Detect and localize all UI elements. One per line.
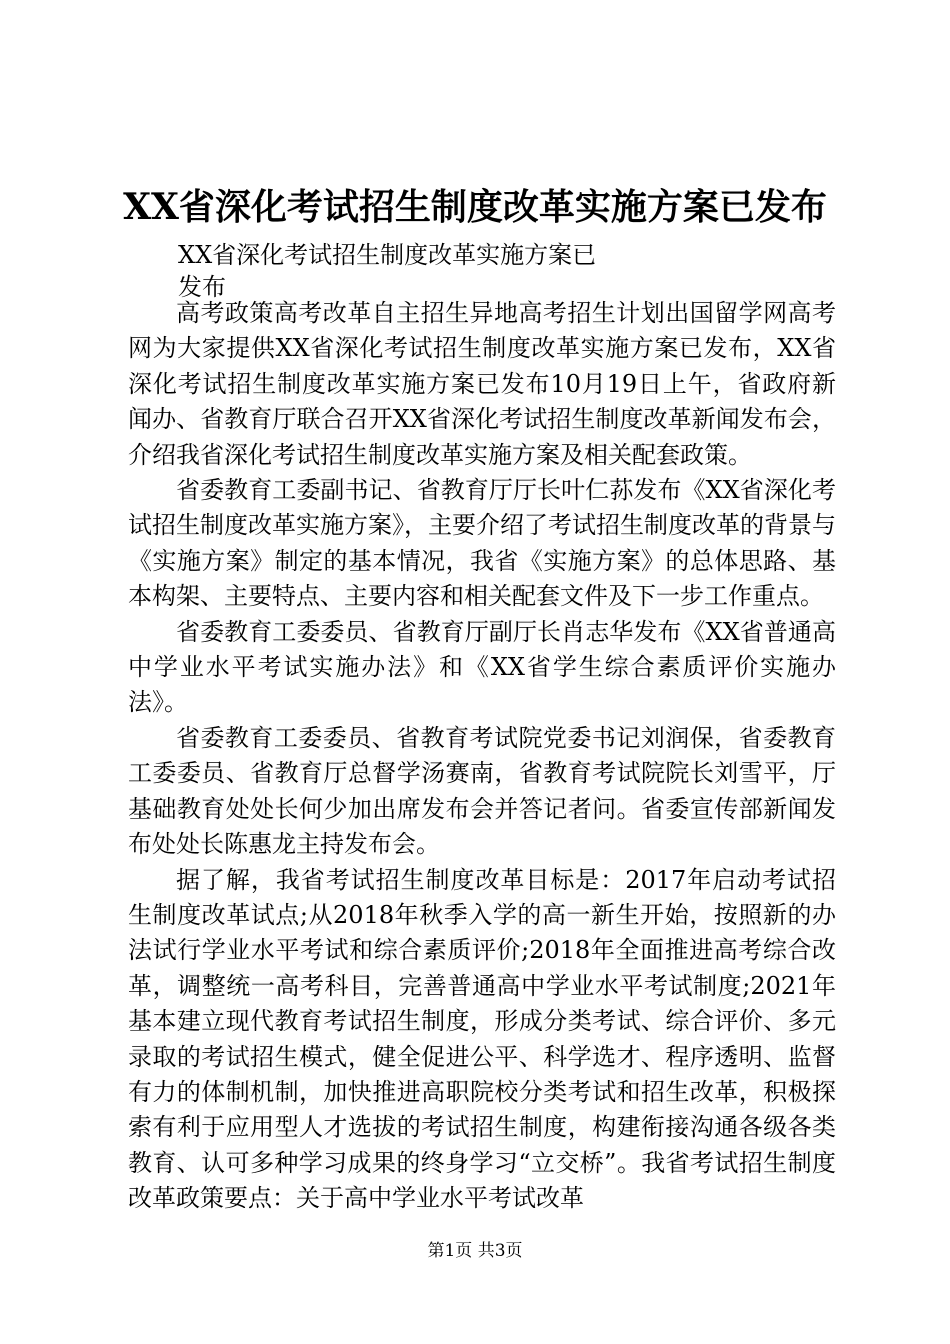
subtitle-line-2: 发布 [178, 273, 226, 301]
paragraph: 据了解，我省考试招生制度改革目标是：2017年启动考试招生制度改革试点;从2018年秋季入学的高一新生开始，按照新的办法试行学业水平考试和综合素质评价;2018年全面推进高考综合改革，调整统一高考科目，完善普通高中学业水平考试制度;2021年基本建立现代教育考试招生制度，形成分类考试、综合评价、多元录取的考试招生模式，健全促进公平、科学选才、程序透明、监督有力的体制机制，加快推进高职院校分类考试和招生改革，积极探索有利于应用型人才选拔的考试招生制度，构建衔接沟通各级各类教育、认可多种学习成果的终身学习“立交桥”。我省考试招生制度改革政策要点：关于高中学业水平考试改革 [128, 865, 836, 1213]
paragraph: 省委教育工委委员、省教育厅副厅长肖志华发布《XX省普通高中学业水平考试实施办法》和《XX省学生综合素质评价实施办法》。 [128, 617, 836, 717]
paragraph: 省委教育工委副书记、省教育厅厅长叶仁荪发布《XX省深化考试招生制度改革实施方案》，主要介绍了考试招生制度改革的背景与《实施方案》制定的基本情况，我省《实施方案》的总体思路、基本构架、主要特点、主要内容和相关配套文件及下一步工作重点。 [128, 476, 836, 611]
document-body [128, 296, 836, 1217]
document-title: XX省深化考试招生制度改革实施方案已发布 [123, 186, 827, 228]
paragraph: 高考政策高考改革自主招生异地高考招生计划出国留学网高考网为大家提供XX省深化考试招生制度改革实施方案已发布，XX省深化考试招生制度改革实施方案已发布10月19日上午，省政府新闻办、省教育厅联合召开XX省深化考试招生制度改革新闻发布会，介绍我省深化考试招生制度改革实施方案及相关配套政策。 [128, 299, 836, 469]
page-number-footer: 第1页 共3页 [427, 1241, 523, 1261]
paragraph: 省委教育工委委员、省教育考试院党委书记刘润保，省委教育工委委员、省教育厅总督学汤赛南，省教育考试院院长刘雪平，厅基础教育处处长何少加出席发布会并答记者问。省委宣传部新闻发布处处长陈惠龙主持发布会。 [128, 723, 836, 859]
subtitle-line-1: XX省深化考试招生制度改革实施方案已 [178, 241, 597, 269]
